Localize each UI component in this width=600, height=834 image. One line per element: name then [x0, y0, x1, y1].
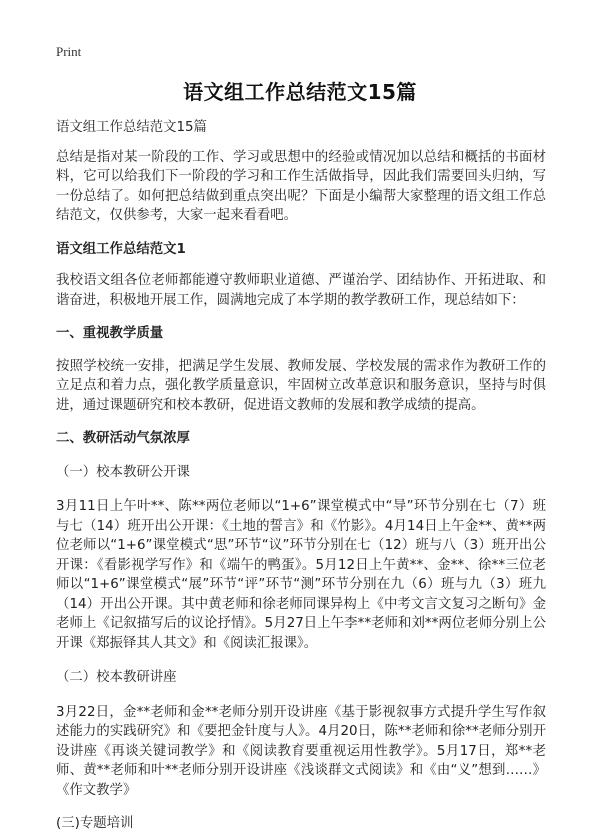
paragraph-4: 3月22日，金**老师和金**老师分别开设讲座《基于影视叙事方式提升学生写作叙述能力的实践研究》和《要把金针度与人》。4月20日，陈**老师和徐**老师分别开设讲座《再谈关键词教学》和《阅读教育要重视运用性教学》。5月17日，郑**老师、黄**老师和叶**老师分别开设讲座《浅谈群文式阅读》和《由“义”想到……》《作文教学》	[56, 704, 546, 798]
paragraph-1: 我校语文组各位老师都能遵守教师职业道德、严谨治学、团结协作、开拓进取、和谐奋进，积极地开展工作，圆满地完成了本学期的教学教研工作，现总结如下：	[56, 273, 546, 308]
paragraph-2: 按照学校统一安排，把满足学生发展、教师发展、学校发展的需求作为教研工作的立足点和着力点，强化教学质量意识，牢固树立改革意识和服务意识，坚持与时俱进，通过课题研究和校本教研，促进语文教师的发展和教学成绩的提高。	[56, 358, 546, 413]
print-label: Print	[56, 44, 82, 59]
subsection-1-heading: （一）校本教研公开课	[56, 464, 190, 480]
document-subtitle: 语文组工作总结范文15篇	[56, 120, 207, 135]
intro-paragraph: 总结是指对某一阶段的工作、学习或思想中的经验或情况加以总结和概括的书面材料，它可以给我们下一阶段的学习和工作生活做指导，因此我们需要回头归纳，写一份总结了。如何把总结做到重点突出呢？下面是小编帮大家整理的语文组工作总结范文，仅供参考，大家一起来看看吧。	[56, 149, 546, 223]
document-title: 语文组工作总结范文15篇	[183, 80, 417, 104]
document-body	[56, 118, 546, 834]
section-2-heading: 二、教研活动气氛浓厚	[56, 431, 190, 446]
subsection-3-heading: (三)专题培训	[56, 816, 134, 831]
section-1-heading: 一、重视教学质量	[56, 326, 164, 341]
article-heading: 语文组工作总结范文1	[56, 241, 186, 257]
paragraph-3: 3月11日上午叶**、陈**两位老师以“1+6”课堂模式中“导”环节分别在七（7）班与七（14）班开出公开课：《土地的誓言》和《竹影》。4月14日上午金**、黄**两位老师以“1+6”课堂模式“思”环节“议”环节分别在七（12）班与八（3）班开出公开课：《看影视学写作》和《端午的鸭蛋》。5月12日上午黄**、金**、徐**三位老师以“1+6”课堂模式“展”环节“评”环节“测”环节分别在九（6）班与九（3）班九（14）开出公开课。其中黄老师和徐老师同课异构上《中考文言文复习之断句》金老师上《记叙描写后的议论抒情》。5月27日上午李**老师和刘**两位老师分别上公开课《郑振铎其人其文》和《阅读汇报课》。	[56, 499, 546, 651]
subsection-2-heading: （二）校本教研讲座	[56, 670, 177, 685]
